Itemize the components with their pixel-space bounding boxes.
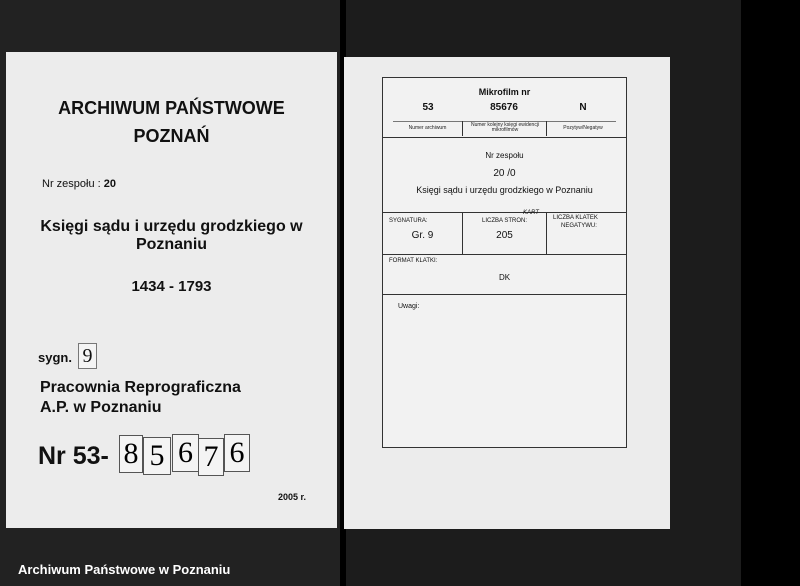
fonds-value: 20 — [103, 178, 117, 190]
row-separator — [383, 137, 626, 138]
row3-divider — [546, 212, 547, 254]
footer-caption: Archiwum Państwowe w Poznaniu — [18, 562, 231, 577]
fonds-number — [42, 178, 116, 190]
archive-number-caption: Numer archiwum — [408, 125, 447, 131]
mikrofilm-label: Mikrofilm nr — [478, 87, 531, 97]
liczba-label: LICZBA STRON: — [482, 218, 528, 224]
fonds-title-line2: Poznaniu — [135, 236, 208, 253]
film-number-caption: Numer kolejny księgi ewidencji mikrofilmów — [470, 122, 540, 133]
film-number: 85676 — [490, 102, 518, 113]
archive-name-line1: ARCHIWUM PAŃSTWOWE — [58, 98, 285, 118]
row-separator — [383, 212, 626, 213]
archive-label-card — [6, 52, 337, 528]
sygn-value-box: 9 — [78, 343, 97, 369]
lab-name-line2: A.P. w Poznaniu — [40, 399, 162, 416]
row-separator — [383, 254, 626, 255]
row1-divider — [462, 121, 463, 136]
archive-name-line2: POZNAŃ — [133, 126, 210, 146]
film-type: N — [579, 102, 587, 113]
row1-divider — [546, 121, 547, 136]
sygnatura-value: Gr. 9 — [411, 230, 434, 241]
year-made: 2005 r. — [278, 492, 307, 502]
fonds-label: Nr zespołu : — [42, 178, 101, 190]
sygnatura-label: SYGNATURA: — [389, 218, 428, 224]
klatek-label-line1: LICZBA KLATEK — [553, 215, 598, 221]
liczba-value: 205 — [496, 230, 513, 241]
fonds-title-line1: Księgi sądu i urzędu grodzkiego w — [40, 218, 303, 235]
row-separator — [383, 294, 626, 295]
format-value: DK — [498, 273, 511, 282]
klatek-label-line2: NEGATYWU: — [561, 223, 597, 229]
date-range: 1434 - 1793 — [131, 278, 212, 295]
film-type-caption: Pozytyw/Negatyw — [563, 125, 603, 131]
microfilm-digit: 6 — [172, 434, 199, 472]
microfilm-digit: 8 — [119, 435, 143, 473]
microfilm-number-prefix: Nr 53- — [38, 442, 109, 470]
sygn-label: sygn. — [38, 350, 72, 365]
format-label: FORMAT KLATKI: — [389, 258, 438, 264]
archive-number: 53 — [422, 102, 434, 113]
lab-name-line1: Pracownia Reprograficzna — [40, 379, 241, 396]
uwagi-label: Uwagi: — [398, 303, 420, 310]
zespol-label: Nr zespołu — [485, 151, 524, 160]
microfilm-form — [382, 77, 627, 448]
microfilm-digit: 7 — [198, 438, 224, 476]
zespol-value: 20 /0 — [493, 168, 516, 179]
microfilm-digit: 5 — [143, 437, 171, 475]
liczba-correction: KART — [523, 210, 539, 216]
zespol-name: Księgi sądu i urzędu grodzkiego w Poznaniu — [416, 185, 593, 195]
microfilm-digit: 6 — [224, 434, 250, 472]
